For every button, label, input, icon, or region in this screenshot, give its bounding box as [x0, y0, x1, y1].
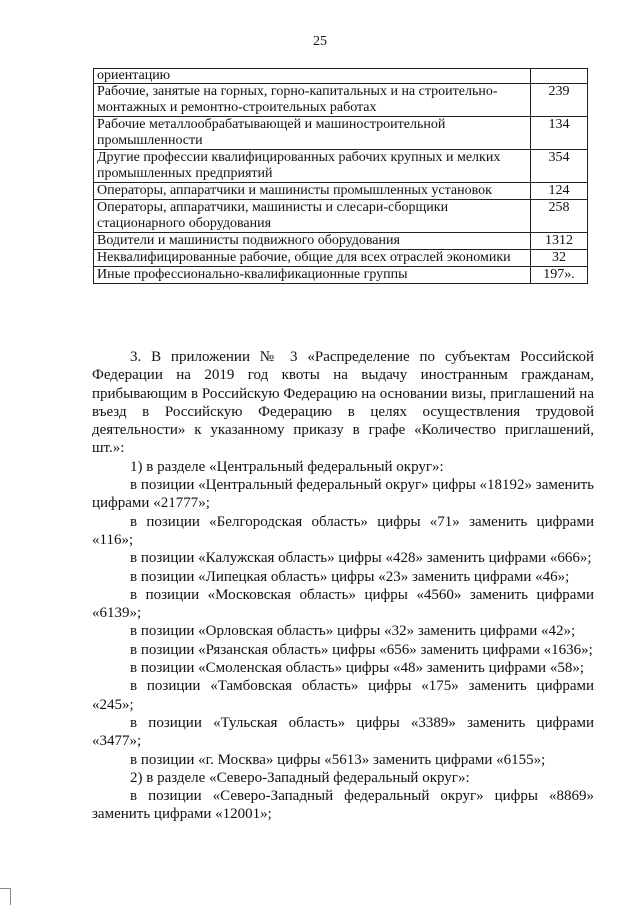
quota-cell: 134	[531, 117, 588, 150]
table-row	[94, 200, 588, 233]
paragraph: 1) в разделе «Центральный федеральный округ»:	[130, 458, 444, 475]
occupation-cell: ориентацию	[94, 69, 531, 84]
table-row	[94, 117, 588, 150]
quota-cell: 239	[531, 84, 588, 117]
occupation-cell: Иные профессионально-квалификационные группы	[94, 267, 531, 284]
quota-cell: 32	[531, 250, 588, 267]
table-row	[94, 267, 588, 284]
paragraph: 2) в разделе «Северо-Западный федеральный округ»:	[130, 769, 470, 786]
occupation-cell: Другие профессии квалифицированных рабочих крупных и мелких промышленных предприятий	[94, 150, 531, 183]
body-text	[92, 348, 594, 824]
paragraph: в позиции «Белгородская область» цифры «71» заменить цифрами «116»;	[92, 513, 594, 548]
occupation-cell: Рабочие, занятые на горных, горно-капитальных и на строительно-монтажных и ремонтно-строительных работах	[94, 84, 531, 117]
quota-cell	[531, 69, 588, 84]
paragraph: в позиции «г. Москва» цифры «5613» заменить цифрами «6155»;	[130, 751, 546, 768]
paragraph: в позиции «Калужская область» цифры «428» заменить цифрами «666»;	[130, 550, 592, 567]
occupation-cell: Рабочие металлообрабатывающей и машиностроительной промышленности	[94, 117, 531, 150]
paragraph: 3. В приложении № 3 «Распределение по субъектам Российской Федерации на 2019 год квоты на выдачу иностранным гражданам, прибывающим в Российскую Федерацию на основании визы, приглашений на въезд в Российскую Федерацию в целях осуществления трудовой деятельности» к указанному приказу в графе «Количество приглашений, шт.»:	[92, 349, 594, 457]
quota-cell: 258	[531, 200, 588, 233]
quota-cell: 197».	[531, 267, 588, 284]
table-row	[94, 69, 588, 84]
occupation-cell: Операторы, аппаратчики и машинисты промышленных установок	[94, 183, 531, 200]
paragraph: в позиции «Липецкая область» цифры «23» заменить цифрами «46»;	[130, 568, 570, 585]
table-row	[94, 150, 588, 183]
paragraph: в позиции «Московская область» цифры «4560» заменить цифрами «6139»;	[92, 586, 594, 622]
scan-edge	[0, 888, 11, 905]
paragraph: в позиции «Орловская область» цифры «32» заменить цифрами «42»;	[130, 623, 576, 640]
table-row	[94, 233, 588, 250]
paragraph: в позиции «Тамбовская область» цифры «175» заменить цифрами «245»;	[92, 678, 594, 713]
occupation-cell: Неквалифицированные рабочие, общие для всех отраслей экономики	[94, 250, 531, 267]
paragraph: в позиции «Тульская область» цифры «3389» заменить цифрами «3477»;	[92, 714, 594, 750]
quota-cell: 1312	[531, 233, 588, 250]
quota-cell: 124	[531, 183, 588, 200]
table-row	[94, 183, 588, 200]
occupation-cell: Водители и машинисты подвижного оборудования	[94, 233, 531, 250]
occupation-cell: Операторы, аппаратчики, машинисты и слесари-сборщики стационарного оборудования	[94, 200, 531, 233]
quota-cell: 354	[531, 150, 588, 183]
table-row	[94, 250, 588, 267]
table-row	[94, 84, 588, 117]
paragraph: в позиции «Смоленская область» цифры «48» заменить цифрами «58»;	[130, 660, 584, 677]
paragraph: в позиции «Рязанская область» цифры «656» заменить цифрами «1636»;	[130, 641, 593, 658]
paragraph: в позиции «Северо-Западный федеральный округ» цифры «8869» заменить цифрами «12001»;	[92, 788, 594, 823]
paragraph: в позиции «Центральный федеральный округ» цифры «18192» заменить цифрами «21777»;	[92, 477, 594, 512]
quota-table	[93, 68, 588, 284]
page-number: 25	[313, 34, 327, 49]
